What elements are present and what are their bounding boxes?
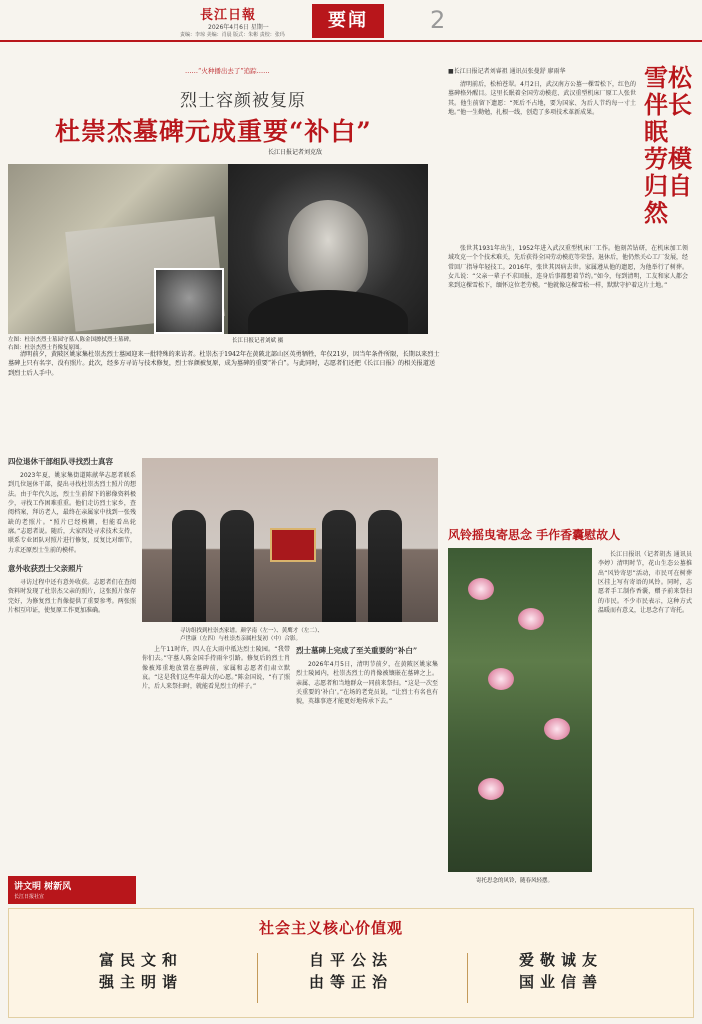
story-lede: 清明前夕，黄陂区姚家集杜崇杰烈士墓园迎来一批特殊的来访者。杜崇杰于1942年在黄陂北部山区英勇牺牲，年仅21岁，因当年条件所限，长期以来烈士墓碑上只有名字、没有照片。此次，经多方寻访与技术修复，烈士容颜被复原，成为墓碑的重要“补白”。与此同时，志愿者们还把《长江日报》的相关报道送到烈士后人手中。 [8, 351, 440, 377]
civility-title: 讲文明 树新风 [14, 882, 72, 892]
right-column-3 [598, 550, 692, 615]
right-sub-heading: 风铃摇曳寄思念 手作香囊慰故人 [448, 528, 621, 542]
person-figure [322, 510, 356, 622]
values-row: 自平公法 [309, 951, 394, 969]
issue-date: 2026年4月6日 星期一 [208, 24, 269, 31]
right-column-1 [448, 80, 636, 117]
section-badge: 要闻 [312, 4, 384, 38]
civility-sub: 长江日报社宣 [14, 894, 45, 900]
story-headline: 杜崇杰墓碑元成重要“补白” [55, 117, 372, 146]
column-a [8, 456, 136, 615]
column-b [142, 645, 290, 692]
newspaper-logo: 長江日報 [200, 8, 257, 23]
page-number: 2 [430, 6, 446, 34]
story-kicker: ……“火种播出去了”追踪…… [185, 67, 270, 75]
values-row: 爱敬诚友 [519, 951, 604, 969]
certificate-frame [270, 528, 316, 562]
values-row: 国业信善 [519, 973, 604, 991]
person-figure [220, 510, 254, 622]
blossom [544, 718, 570, 740]
sub-heading: 四位退休干部组队寻找烈士真容 [8, 457, 113, 466]
values-group [99, 949, 183, 993]
group-photo-caption [180, 627, 323, 643]
column-c [296, 645, 438, 707]
body-paragraph: 长江日报讯（记者胡杰 通讯员李婷）清明时节，花山生态公墓推出“风铃寄思”活动，市民可在树葬区挂上写有寄语的风铃。同时，志愿者手工制作香囊，赠予前来祭扫的市民。不少市民表示，这种方式温暖而有意义，让思念有了寄托。 [598, 551, 692, 615]
values-row: 由等正治 [309, 973, 394, 991]
portrait-coat [248, 290, 408, 334]
divider [467, 953, 468, 1003]
divider [257, 953, 258, 1003]
sub-heading: 烈士墓碑上完成了至关重要的“补白” [296, 646, 418, 655]
caption-line: 卢世康（左四）与杜崇杰亲属杜复初（中）合影。 [180, 636, 302, 642]
body-paragraph: 寻访过程中还有意外收获。志愿者们在查阅资料时发现了杜崇杰父亲的照片，这张照片保存完好，为修复烈士肖像提供了重要参考。两张照片相互印证，使复原工作更加准确。 [8, 579, 136, 615]
values-row: 富民文和 [99, 951, 184, 969]
story-subhead: 烈士容颜被复原 [180, 91, 306, 111]
inset-portrait-photo [154, 268, 224, 334]
flower-caption: 寄托思念的风铃，随春风轻摆。 [476, 878, 554, 884]
story-byline: 长江日报记者刘克敌 [268, 149, 323, 156]
blossom [468, 578, 494, 600]
right-story-byline: ■长江日报记者刘睿祖 通讯员张曼舒 廖雨华 [448, 68, 566, 75]
blossom [518, 608, 544, 630]
sub-heading: 意外收获烈士父亲照片 [8, 564, 83, 574]
person-figure [368, 510, 402, 622]
flower-photo [448, 548, 592, 872]
body-paragraph: 清明前后，松柏苍翠。4月2日，武汉南方公墓一棵雪松下，红色的墓碑格外醒目。这里长眠着全国劳动模范、武汉重型机床厂原工人张世其。他生前留下遗愿：“死后不占地，要为国家、为后人节约每一寸土地。”他一生勤勉，扎根一线，创造了多项技术革新成果。 [448, 81, 636, 117]
photo-credit: 长江日报记者刘斌 摄 [232, 338, 284, 344]
blossom [478, 778, 504, 800]
body-paragraph: 张世其1931年出生，1952年进入武汉重型机床厂工作。他刻苦钻研，在机床加工领域攻克一个个技术难关，先后获得全国劳动模范等荣誉。退休后，他仍然关心工厂发展，经常回厂指导年轻技工。2016年，张世其因病去世。家属遵从他的遗愿，为他举行了树葬。女儿说：“父亲一辈子不求回报，连身后事都想着节约。”如今，每到清明，工友和家人都会来到这棵雪松下，缅怀这位老劳模。“他就像这棵雪松一样，默默守护着这片土地。” [448, 245, 689, 290]
values-group [309, 949, 393, 993]
caption-line: 左图：杜崇杰烈士墓园守墓人陈金国擦拭烈士墓碑。 [8, 337, 135, 343]
portrait-photo [228, 164, 428, 334]
portrait-face [288, 200, 368, 300]
caption-line: 右图：杜崇杰烈士肖像复原图。 [8, 345, 86, 351]
right-column-2 [448, 244, 688, 291]
body-paragraph: 2026年4月5日，清明节前夕，在黄陂区姚家集烈士陵园内，杜崇杰烈士的肖像被镶嵌在墓碑之上。亲属、志愿者和当地群众一同前来祭扫。“这是一次至关重要的‘补白’。”在场的老党员说，“让烈士有名也有貌，英雄事迹才能更好地传承下去。” [296, 661, 438, 706]
caption-line: 寻访组找到杜崇杰家谱。颜学南（左一）、黄鹰才（左二）、 [180, 628, 324, 634]
body-paragraph: 上午11时许，四人在大雨中抵达烈士陵园。“我带你们去。”守墓人陈金国手持雨伞引路。修复后的烈士肖像被郑重地放置在墓碑前，家属和志愿者们肃立默哀。“这是我们这些年最大的心愿。”陈金国说，“有了照片，后人来祭扫时，就能看见烈士的样子。” [142, 646, 290, 691]
blossom [488, 668, 514, 690]
core-values-banner [8, 908, 694, 1018]
right-story-headline: 雪松伴长眠 劳模归自然 [644, 63, 692, 227]
values-row: 强主明谐 [99, 973, 184, 991]
banner-title: 社会主义核心价值观 [259, 919, 404, 937]
body-paragraph: 2023年夏，姚家集街道陈献华志愿者联系到几位退休干部，提出寻找杜崇杰烈士照片的想法。由于年代久远，烈士生前留下的影像资料极少，寻找工作困难重重。他们走访烈士家乡，查阅档案，拜访老人，最终在亲属家中找到一张残缺的老照片。“照片已经模糊，但能看出轮廓。”志愿者说。随后，大家四处寻求技术支持，联系专业团队对照片进行修复，反复比对细节，力求还原烈士生前的模样。 [8, 472, 136, 554]
values-group [519, 949, 603, 993]
group-photo [142, 458, 438, 622]
civility-logo [8, 876, 136, 904]
staff-credits: 责编：李琼 美编：肖晨 版式：朱彬 责校：张玛 [180, 32, 285, 38]
person-figure [172, 510, 206, 622]
